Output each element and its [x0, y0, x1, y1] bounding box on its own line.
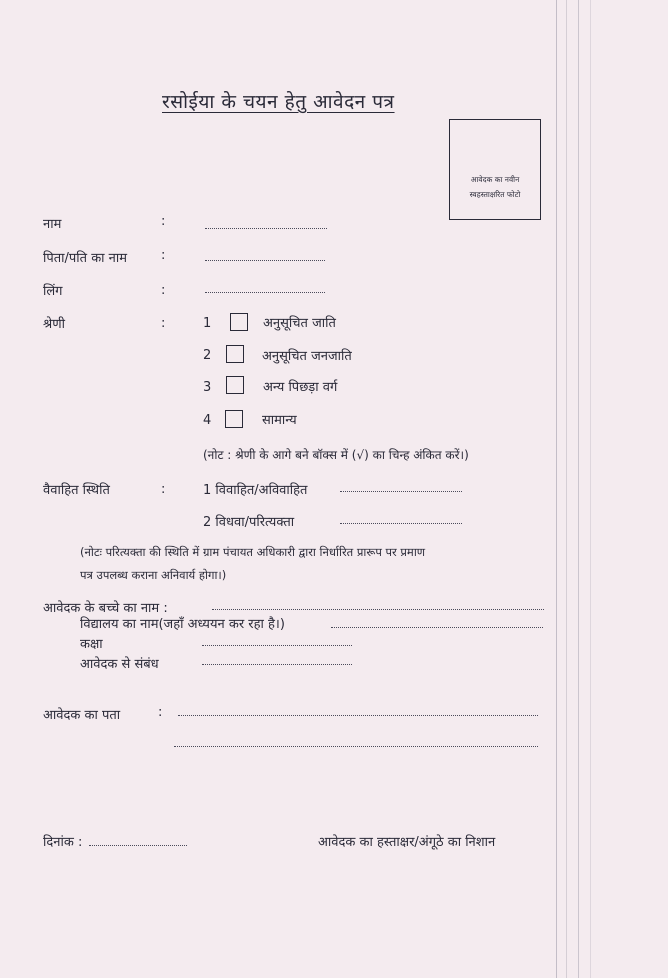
- signature-label: आवेदक का हस्ताक्षर/अंगूठे का निशान: [318, 835, 496, 850]
- marital-status-label: वैवाहित स्थिति: [43, 483, 110, 498]
- colon: :: [158, 705, 163, 720]
- photo-caption-line1: आवेदक का नवीन: [470, 175, 520, 184]
- date-label: दिनांक :: [43, 835, 83, 850]
- marital-option-1: 1 विवाहित/अविवाहित: [203, 483, 308, 498]
- relation-label: आवेदक से संबंध: [80, 657, 159, 672]
- class-field[interactable]: [202, 645, 352, 646]
- category-option-label: अनुसूचित जाति: [263, 316, 336, 331]
- category-label: श्रेणी: [43, 317, 65, 332]
- category-option-label: अनुसूचित जनजाति: [262, 349, 352, 364]
- address-field-line1[interactable]: [178, 715, 538, 716]
- paper-edge-line: [590, 0, 591, 978]
- paper-edge-line: [578, 0, 579, 978]
- relation-field[interactable]: [202, 664, 352, 665]
- photo-box: [449, 119, 541, 220]
- marital-option-2: 2 विधवा/परित्यक्ता: [203, 515, 295, 530]
- marital-note-line2: पत्र उपलब्ध कराना अनिवार्य होगा।): [80, 568, 227, 582]
- category-option-number: 1: [203, 316, 212, 331]
- class-label: कक्षा: [80, 637, 103, 652]
- paper-edge-line: [556, 0, 557, 978]
- category-option-number: 4: [203, 413, 212, 428]
- marital-note-line1: (नोटः परित्यक्ता की स्थिति में ग्राम पंचायत अधिकारी द्वारा निर्धारित प्रारूप पर प्रमाण: [80, 545, 426, 559]
- name-label: नाम: [43, 217, 62, 232]
- form-title: रसोईया के चयन हेतु आवेदन पत्र: [162, 91, 395, 113]
- marital-option-2-field[interactable]: [340, 523, 462, 524]
- category-checkbox-st[interactable]: [226, 345, 244, 363]
- category-option-label: सामान्य: [262, 413, 297, 428]
- category-checkbox-obc[interactable]: [226, 376, 244, 394]
- colon: :: [161, 283, 166, 298]
- colon: :: [161, 214, 166, 229]
- category-note: (नोट : श्रेणी के आगे बने बॉक्स में (√) का चिन्ह अंकित करें।): [203, 448, 469, 462]
- address-label: आवेदक का पता: [43, 708, 121, 723]
- child-name-label: आवेदक के बच्चे का नाम :: [43, 601, 168, 616]
- paper-edge-line: [566, 0, 567, 978]
- father-husband-field[interactable]: [205, 260, 325, 261]
- marital-option-1-field[interactable]: [340, 491, 462, 492]
- school-name-field[interactable]: [331, 627, 543, 628]
- colon: :: [161, 248, 166, 263]
- name-field[interactable]: [205, 228, 327, 229]
- category-option-number: 2: [203, 348, 212, 363]
- school-name-label: विद्यालय का नाम(जहाँ अध्ययन कर रहा है।): [80, 617, 285, 632]
- colon: :: [161, 482, 166, 497]
- category-checkbox-sc[interactable]: [230, 313, 248, 331]
- category-option-number: 3: [203, 380, 212, 395]
- colon: :: [161, 316, 166, 331]
- address-field-line2[interactable]: [174, 746, 538, 747]
- gender-label: लिंग: [43, 284, 63, 299]
- date-field[interactable]: [89, 845, 187, 846]
- father-husband-label: पिता/पति का नाम: [43, 251, 128, 266]
- photo-caption-line2: स्वहस्ताक्षरित फोटो: [469, 190, 521, 199]
- photo-box-caption: [450, 172, 540, 202]
- child-name-field[interactable]: [212, 609, 544, 610]
- category-option-label: अन्य पिछड़ा वर्ग: [263, 380, 338, 395]
- category-checkbox-general[interactable]: [225, 410, 243, 428]
- gender-field[interactable]: [205, 292, 325, 293]
